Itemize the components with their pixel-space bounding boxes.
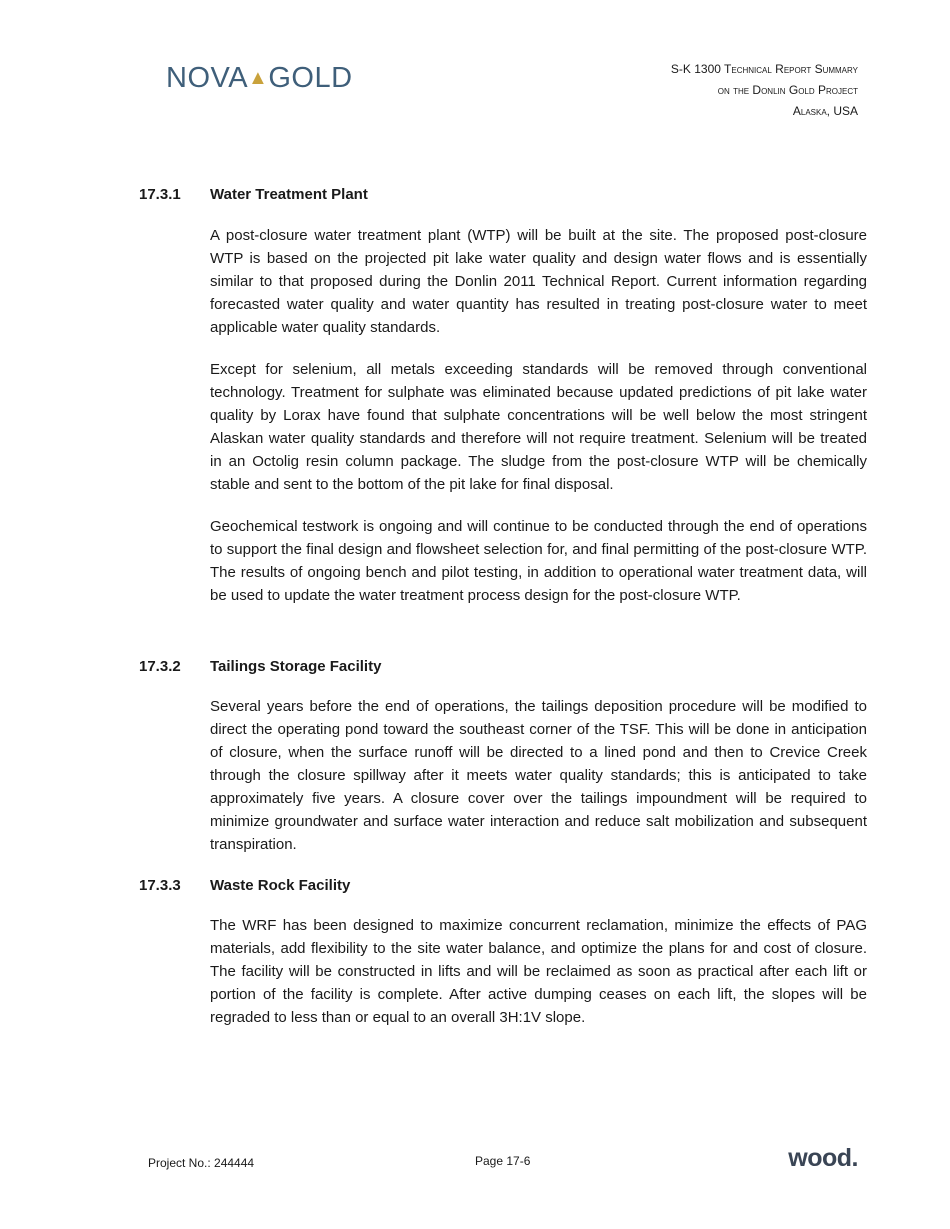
logo-text-gold: GOLD	[268, 62, 353, 94]
section-number: 17.3.2	[139, 658, 181, 675]
section-waste-rock-facility	[139, 876, 867, 1044]
section-tailings-storage-facility	[139, 657, 867, 871]
novagold-logo	[166, 64, 353, 93]
paragraph: Geochemical testwork is ongoing and will continue to be conducted through the end of operations to support the final design and flowsheet selection for, and final permitting of the post-closure WTP. The results of ongoing bench and pilot testing, in addition to operational water treatment data, will be used to update the water treatment process design for the post-closure WTP.	[210, 518, 867, 604]
report-title-line-2: on the Donlin Gold Project	[717, 83, 858, 97]
logo-text-nova: NOVA	[166, 62, 249, 94]
project-number: Project No.: 244444	[148, 1156, 255, 1170]
section-heading	[139, 185, 867, 205]
report-title-block	[671, 59, 858, 122]
section-water-treatment-plant	[139, 185, 867, 622]
section-number: 17.3.1	[139, 186, 181, 203]
wood-logo: wood.	[788, 1144, 858, 1172]
report-title-line-1: S-K 1300 Technical Report Summary	[670, 62, 858, 76]
section-title: Tailings Storage Facility	[210, 658, 382, 675]
section-title: Water Treatment Plant	[210, 186, 368, 203]
page-number: Page 17-6	[475, 1154, 531, 1168]
paragraph: Except for selenium, all metals exceeding standards will be removed through conventional technology. Treatment for sulphate was eliminated because updated predictions of pit lake water quality by Lorax have found that sulphate concentrations will be well below the most stringent Alaskan water quality standards and therefore will not require treatment. Selenium will be treated in an Octolig resin column package. The sludge from the post-closure WTP will be chemically stable and sent to the bottom of the pit lake for final disposal.	[210, 361, 867, 493]
paragraph: The WRF has been designed to maximize concurrent reclamation, minimize the effects of PAG materials, add flexibility to the site water balance, and optimize the plans for and cost of closure. The facility will be constructed in lifts and will be reclaimed as soon as practical after each lift or portion of the facility is complete. After active dumping ceases on each lift, the slopes will be regraded to less than or equal to an overall 3H:1V slope.	[210, 917, 867, 1026]
section-heading	[139, 657, 867, 677]
paragraph: A post-closure water treatment plant (WTP) will be built at the site. The proposed post-closure WTP is based on the projected pit lake water quality and design water flows and is essentially similar to that proposed during the Donlin 2011 Technical Report. Current information regarding forecasted water quality and water quantity has resulted in treating post-closure water to meet applicable water quality standards.	[210, 227, 867, 336]
paragraph: Several years before the end of operations, the tailings deposition procedure will be modified to direct the operating pond toward the southeast corner of the TSF. This will be done in anticipation of closure, when the surface runoff will be directed to a lined pond and then to Crevice Creek through the closure spillway after it meets water quality standards; this is anticipated to take approximately five years. A closure cover over the tailings impoundment will be required to minimize groundwater and surface water interaction and reduce salt mobilization and subsequent transpiration.	[210, 698, 867, 853]
section-number: 17.3.3	[139, 877, 181, 894]
section-title: Waste Rock Facility	[210, 877, 351, 894]
report-title-line-3: Alaska, USA	[792, 104, 858, 118]
section-heading	[139, 876, 867, 896]
logo-triangle-icon: ▲	[248, 67, 269, 89]
